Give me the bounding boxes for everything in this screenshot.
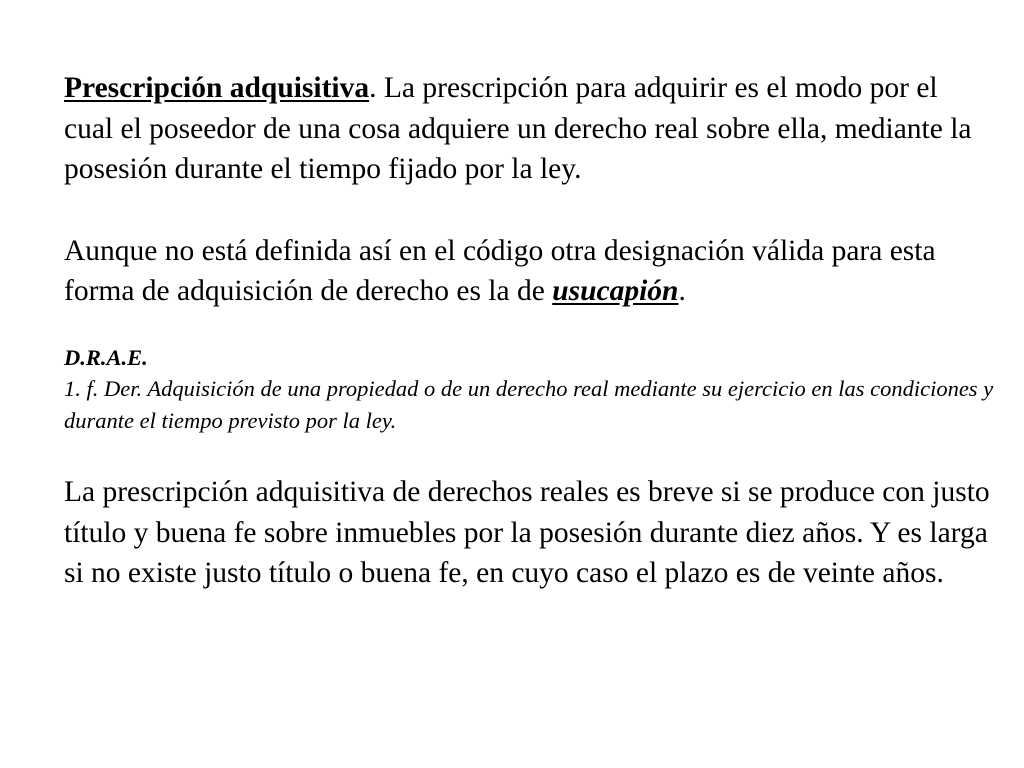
paragraph-usucapion (64, 231, 994, 312)
drae-heading: D.R.A.E. (64, 344, 148, 370)
paragraph-plazos (64, 472, 994, 594)
plazos-text: La prescripción adquisitiva de derechos reales es breve si se produce con justo título y buena fe sobre inmuebles por la posesión durante diez años. Y es larga si no existe justo título o buena fe, en cuyo caso el plazo es de veinte años. (64, 476, 990, 589)
spacer (64, 436, 994, 472)
spacer (64, 312, 994, 342)
paragraph-definition (64, 68, 994, 190)
drae-definition: 1. f. Der. Adquisición de una propiedad o de un derecho real mediante su ejercicio en las condiciones y durante el tiempo previsto por la ley. (64, 376, 994, 433)
term-usucapion: usucapión (552, 275, 679, 307)
drae-block (64, 342, 994, 437)
definition-text: . La prescripción para adquirir es el modo por el cual el poseedor de una cosa adquiere un derecho real sobre ella, mediante la posesión durante el tiempo fijado por la ley. (64, 72, 972, 185)
term-prescripcion-adquisitiva: Prescripción adquisitiva (64, 72, 370, 104)
slide-content (64, 68, 994, 594)
spacer (64, 190, 994, 231)
usucapion-intro-text: Aunque no está definida así en el código otra designación válida para esta forma de adquisición de derecho es la de (64, 234, 936, 307)
usucapion-end-punct: . (678, 275, 686, 307)
